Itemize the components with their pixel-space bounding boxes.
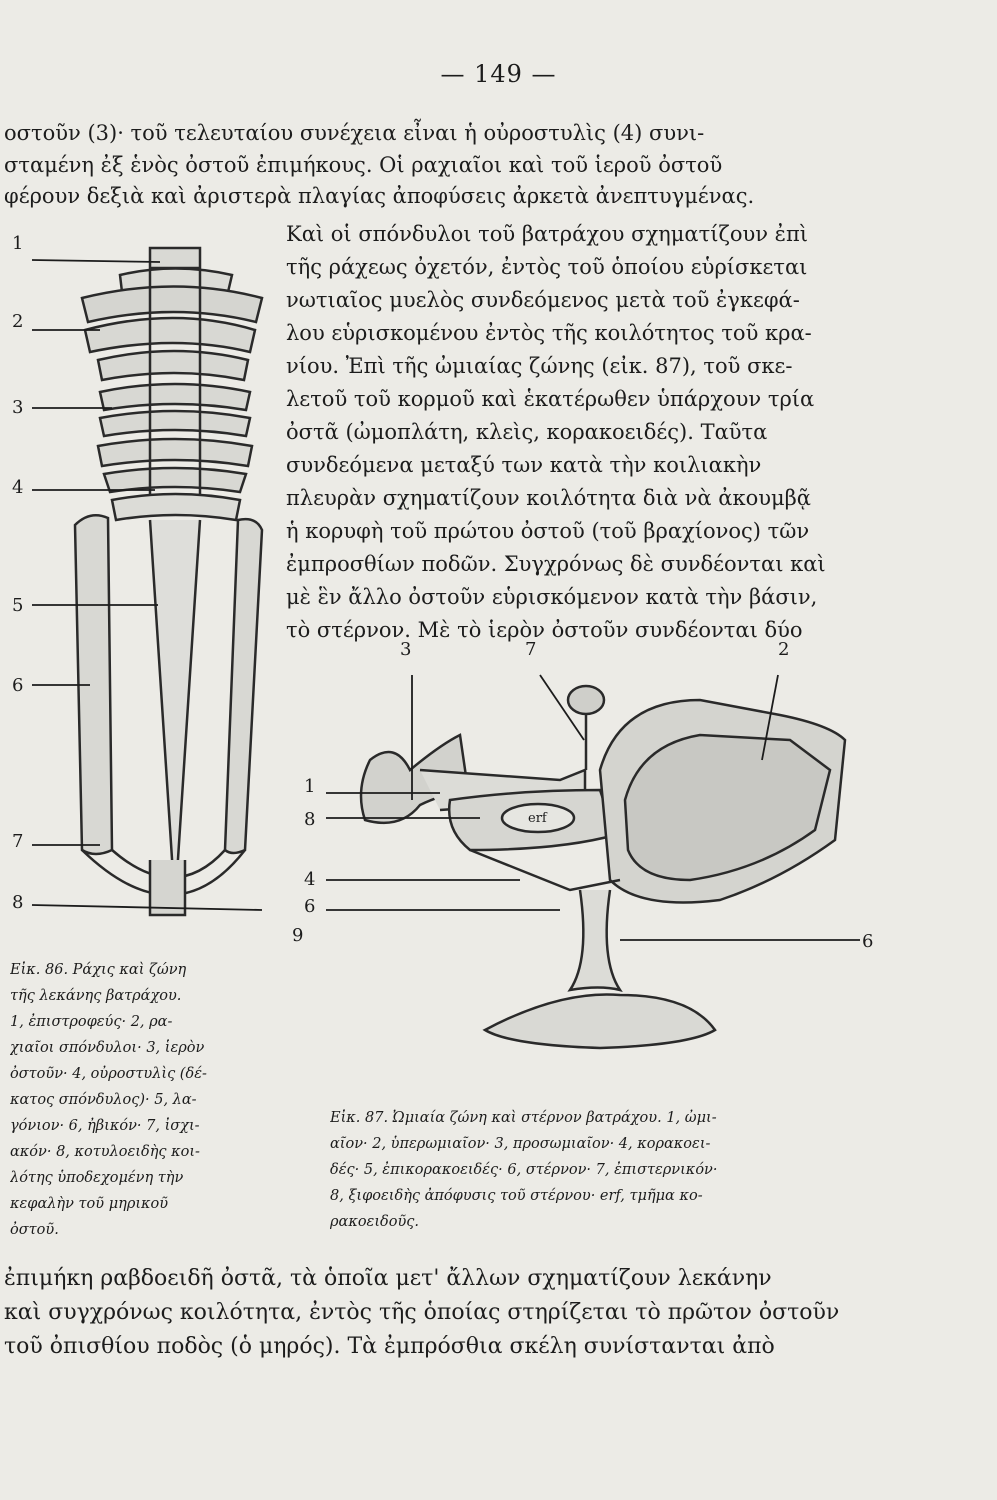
fig86-caption-line: ὀστοῦ. bbox=[10, 1222, 59, 1238]
text-top-line: σταμένη ἐξ ἑνὸς ὀστοῦ ἐπιμήκους. Οἱ ραχιαῖοι καὶ τοῦ ἱεροῦ ὀστοῦ bbox=[4, 153, 723, 177]
fig87-label: 1 bbox=[304, 776, 316, 797]
fig87-label: 6 bbox=[862, 931, 874, 952]
fig87-label: 2 bbox=[778, 639, 790, 660]
text-bottom-line: ἐπιμήκη ραβδοειδῆ ὀστᾶ, τὰ ὁποῖα μετ' ἄλλων σχηματίζουν λεκάνην bbox=[4, 1266, 772, 1291]
fig86-caption-line: γόνιον· 6, ἠβικόν· 7, ἰσχι- bbox=[10, 1118, 200, 1134]
text-column-line: συνδεόμενα μεταξύ των κατὰ τὴν κοιλιακὴν bbox=[286, 453, 762, 477]
fig86-label: 6 bbox=[12, 675, 24, 696]
text-top-line: φέρουν δεξιὰ καὶ ἀριστερὰ πλαγίας ἀποφύσεις ἀρκετὰ ἀνεπτυγμένας. bbox=[4, 184, 755, 208]
fig87-caption-line: αῖον· 2, ὑπερωμιαῖον· 3, προσωμιαῖον· 4, κορακοει- bbox=[330, 1136, 711, 1152]
fig87-label: 8 bbox=[304, 809, 316, 830]
fig86-label: 8 bbox=[12, 892, 24, 913]
fig87-label: 4 bbox=[304, 869, 316, 890]
fig86-caption-line: κατος σπόνδυλος)· 5, λα- bbox=[10, 1092, 197, 1108]
text-column-line: μὲ ἓν ἄλλο ὀστοῦν εὑρισκόμενον κατὰ τὴν βάσιν, bbox=[286, 585, 818, 609]
text-column-line: ὀστᾶ (ὠμοπλάτη, κλεὶς, κορακοειδές). Ταῦτα bbox=[286, 420, 768, 444]
text-column-line: λου εὑρισκομένου ἐντὸς τῆς κοιλότητος τοῦ κρα- bbox=[286, 321, 812, 345]
text-bottom-line: καὶ συγχρόνως κοιλότητα, ἐντὸς τῆς ὁποίας στηρίζεται τὸ πρῶτον ὀστοῦν bbox=[4, 1300, 840, 1325]
text-column-line: Καὶ οἱ σπόνδυλοι τοῦ βατράχου σχηματίζουν ἐπὶ bbox=[286, 222, 808, 246]
text-column-line: λετοῦ τοῦ κορμοῦ καὶ ἑκατέρωθεν ὑπάρχουν τρία bbox=[286, 387, 815, 411]
fig86-label: 3 bbox=[12, 397, 24, 418]
fig86-caption-line: κεφαλὴν τοῦ μηρικοῦ bbox=[10, 1196, 169, 1212]
text-bottom-line: τοῦ ὀπισθίου ποδὸς (ὁ μηρός). Τὰ ἐμπρόσθια σκέλη συνίστανται ἀπὸ bbox=[4, 1334, 775, 1359]
fig87-label: 3 bbox=[400, 639, 412, 660]
fig87-caption-line: ρακοειδοῦς. bbox=[330, 1214, 420, 1230]
text-top-line: οστοῦν (3)· τοῦ τελευταίου συνέχεια εἶναι ἡ οὐροστυλὶς (4) συνι- bbox=[4, 121, 705, 145]
fig87-caption-line: δές· 5, ἐπικορακοειδές· 6, στέρνον· 7, ἐπιστερνικόν· bbox=[330, 1162, 718, 1178]
fig86-caption-line: Εἰκ. 86. Ράχις καὶ ζώνη bbox=[10, 962, 187, 978]
text-column-line: νωτιαῖος μυελὸς συνδεόμενος μετὰ τοῦ ἐγκεφά- bbox=[286, 288, 800, 312]
fig86-label: 5 bbox=[12, 595, 24, 616]
fig86-caption-line: τῆς λεκάνης βατράχου. bbox=[10, 988, 182, 1004]
fig86-caption-line: 1, ἐπιστροφεύς· 2, ρα- bbox=[10, 1014, 173, 1030]
text-column-line: ἐμπροσθίων ποδῶν. Συγχρόνως δὲ συνδέονται καὶ bbox=[286, 552, 826, 576]
text-column-line: πλευρὰν σχηματίζουν κοιλότητα διὰ νὰ ἀκουμβᾷ bbox=[286, 486, 811, 510]
text-column-line: τὸ στέρνον. Μὲ τὸ ἱερὸν ὀστοῦν συνδέονται δύο bbox=[286, 618, 803, 642]
fig87-label: 7 bbox=[525, 639, 537, 660]
fig87-label: 6 bbox=[304, 896, 316, 917]
fig87-caption-line: Εἰκ. 87. Ὠμιαία ζώνη καὶ στέρνον βατράχου. 1, ὠμι- bbox=[330, 1110, 717, 1126]
fig86-label: 4 bbox=[12, 477, 24, 498]
fig87-caption-line: 8, ξιφοειδὴς ἀπόφυσις τοῦ στέρνου· erf, τμῆμα κο- bbox=[330, 1188, 703, 1204]
fig86-caption-line: χιαῖοι σπόνδυλοι· 3, ἱερὸν bbox=[10, 1040, 205, 1056]
fig86-caption-line: ακόν· 8, κοτυλοειδὴς κοι- bbox=[10, 1144, 200, 1160]
text-column-line: τῆς ράχεως ὀχετόν, ἐντὸς τοῦ ὁποίου εὑρίσκεται bbox=[286, 255, 808, 279]
fig86-label: 7 bbox=[12, 831, 24, 852]
fig86-label: 1 bbox=[12, 233, 24, 254]
fig87-inner-label: erf bbox=[528, 811, 547, 826]
page-number: — 149 — bbox=[440, 60, 557, 88]
fig86-label: 2 bbox=[12, 311, 24, 332]
fig86-caption-line: ὀστοῦν· 4, οὐροστυλὶς (δέ- bbox=[10, 1066, 207, 1082]
fig87-label: 9 bbox=[292, 925, 304, 946]
fig86-caption-line: λότης ὑποδεχομένη τὴν bbox=[10, 1170, 184, 1186]
text-column-line: νίου. Ἐπὶ τῆς ὠμιαίας ζώνης (εἰκ. 87), τοῦ σκε- bbox=[286, 354, 793, 378]
text-column-line: ἡ κορυφὴ τοῦ πρώτου ὀστοῦ (τοῦ βραχίονος) τῶν bbox=[286, 519, 810, 543]
